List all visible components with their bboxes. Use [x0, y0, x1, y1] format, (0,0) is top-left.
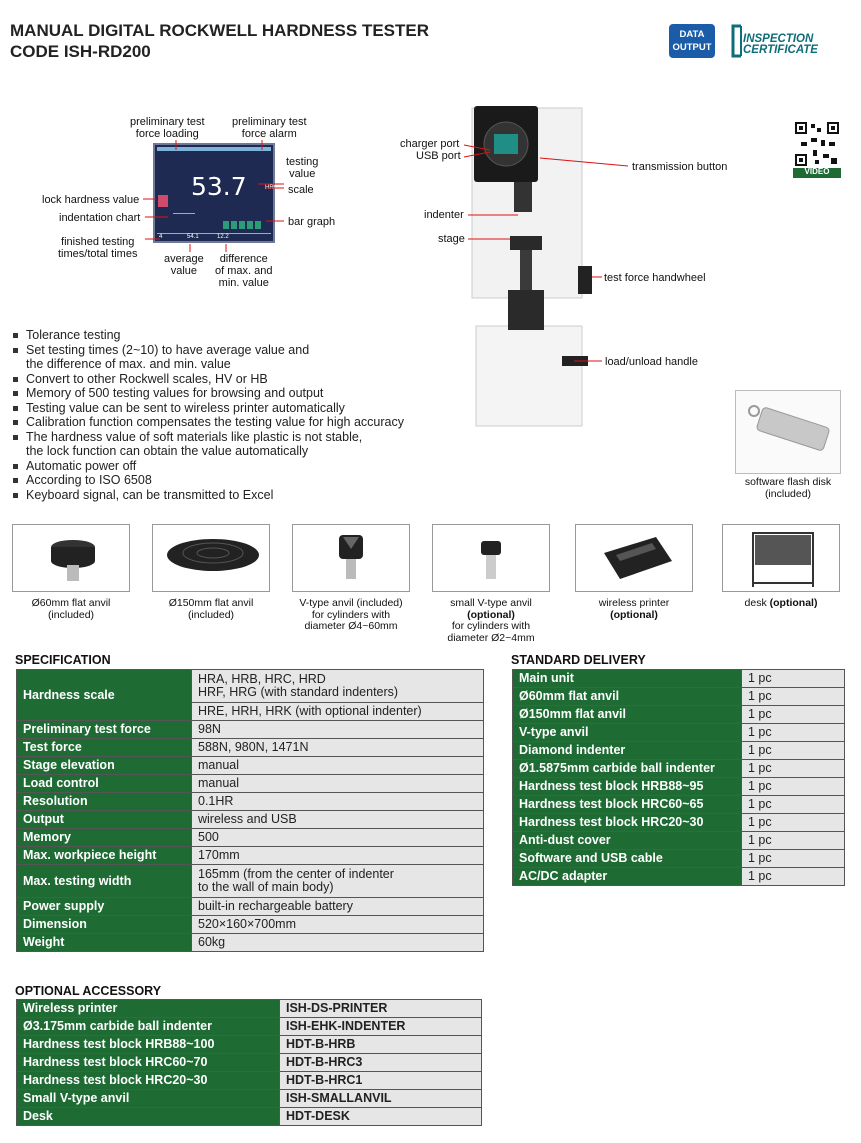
table-value-cell: 1 pc — [742, 850, 845, 868]
label-difference: difference of max. and min. value — [215, 253, 273, 289]
table-row — [513, 688, 845, 706]
badge-data-line-2: OUTPUT — [672, 42, 712, 53]
table-row — [17, 1018, 482, 1036]
flat-anvil-150-icon — [153, 525, 269, 591]
table-row — [17, 1036, 482, 1054]
accessory-caption: Ø60mm flat anvil (included) — [31, 597, 111, 621]
table-row — [17, 775, 484, 793]
table-row — [513, 706, 845, 724]
table-row — [17, 898, 484, 916]
table-key-cell: Preliminary test force — [17, 721, 192, 739]
table-row — [513, 850, 845, 868]
table-value-cell: 1 pc — [742, 796, 845, 814]
table-row — [513, 760, 845, 778]
feature-item: Set testing times (2~10) to have average value and the difference of max. and min. value — [12, 343, 404, 372]
table-value-cell: 1 pc — [742, 688, 845, 706]
table-row — [17, 811, 484, 829]
small-v-anvil-icon — [433, 525, 549, 591]
table-value-cell: 1 pc — [742, 814, 845, 832]
table-value-cell: manual — [192, 757, 484, 775]
table-value-cell: 60kg — [192, 934, 484, 952]
feature-item: Calibration function compensates the testing value for high accuracy — [12, 415, 404, 430]
table-row — [513, 814, 845, 832]
table-row — [17, 1072, 482, 1090]
table-key-cell: Load control — [17, 775, 192, 793]
badge-insp-line-1: INSPECTION — [743, 33, 814, 45]
screen-difference: 12.2 — [217, 234, 229, 240]
table-key-cell: Wireless printer — [17, 1000, 280, 1018]
specification-title: SPECIFICATION — [15, 653, 111, 667]
table-key-cell: Main unit — [513, 670, 742, 688]
table-key-cell: Ø60mm flat anvil — [513, 688, 742, 706]
table-row — [17, 847, 484, 865]
label-scale: scale — [288, 184, 314, 196]
badge-insp-line-2: CERTIFICATE — [743, 44, 818, 56]
label-usb-port: USB port — [416, 150, 461, 162]
accessory-card — [722, 524, 840, 592]
table-key-cell: Hardness test block HRC60~65 — [513, 796, 742, 814]
label-finished-testing: finished testing times/total times — [58, 236, 138, 260]
table-value-cell: 165mm (from the center of indenter to the wall of main body) — [192, 865, 484, 898]
accessory-caption: wireless printer (optional) — [598, 597, 670, 621]
printer-icon — [576, 525, 692, 591]
table-key-cell: Hardness test block HRC60~70 — [17, 1054, 280, 1072]
table-value-cell: ISH-DS-PRINTER — [280, 1000, 482, 1018]
table-value-cell: wireless and USB — [192, 811, 484, 829]
v-anvil-icon — [293, 525, 409, 591]
table-row — [17, 793, 484, 811]
table-key-cell: Ø3.175mm carbide ball indenter — [17, 1018, 280, 1036]
accessory-card — [12, 524, 130, 592]
table-row — [17, 739, 484, 757]
table-key-cell: Max. testing width — [17, 865, 192, 898]
screen-count: 4 — [159, 234, 163, 240]
feature-item: Memory of 500 testing values for browsing and output — [12, 386, 404, 401]
standard-delivery-table — [512, 669, 845, 886]
table-row — [513, 778, 845, 796]
table-value-cell: ISH-EHK-INDENTER — [280, 1018, 482, 1036]
spec-value: HRE, HRH, HRK (with optional indenter) — [192, 703, 484, 721]
accessory-card — [152, 524, 270, 592]
table-row — [17, 1090, 482, 1108]
screen-scale: HRC — [265, 185, 278, 191]
table-value-cell: 98N — [192, 721, 484, 739]
table-value-cell: 1 pc — [742, 706, 845, 724]
table-row — [513, 670, 845, 688]
title-line-2: CODE ISH-RD200 — [10, 42, 151, 61]
feature-item: Keyboard signal, can be transmitted to Excel — [12, 488, 404, 503]
table-row — [17, 757, 484, 775]
label-charger-port: charger port — [400, 138, 460, 150]
table-value-cell: 1 pc — [742, 832, 845, 850]
accessory-caption: small V-type anvil (optional) for cylinders with diameter Ø2~4mm — [447, 597, 535, 644]
table-row — [17, 916, 484, 934]
table-row — [17, 670, 484, 703]
table-row — [513, 742, 845, 760]
table-value-cell: 1 pc — [742, 868, 845, 886]
accessory-caption: desk (optional) — [744, 597, 818, 609]
feature-list — [12, 328, 404, 502]
machine-leader-lines — [0, 0, 861, 380]
optional-accessory-table — [16, 999, 482, 1126]
table-value-cell: 588N, 980N, 1471N — [192, 739, 484, 757]
feature-item: Convert to other Rockwell scales, HV or HB — [12, 372, 404, 387]
table-value-cell: manual — [192, 775, 484, 793]
specification-table — [16, 669, 484, 952]
table-key-cell: Small V-type anvil — [17, 1090, 280, 1108]
table-value-cell: 0.1HR — [192, 793, 484, 811]
table-key-cell: Anti-dust cover — [513, 832, 742, 850]
label-testing-value: testing value — [286, 156, 319, 180]
flash-disk-icon — [736, 391, 840, 473]
table-value-cell: 1 pc — [742, 760, 845, 778]
optional-accessory-title: OPTIONAL ACCESSORY — [15, 984, 162, 998]
title-line-1: MANUAL DIGITAL ROCKWELL HARDNESS TESTER — [10, 21, 430, 40]
table-key-cell: Diamond indenter — [513, 742, 742, 760]
table-key-cell: Power supply — [17, 898, 192, 916]
label-transmission-button: transmission button — [632, 161, 728, 173]
video-label: VIDEO — [804, 167, 830, 176]
table-row — [17, 1000, 482, 1018]
table-row — [17, 865, 484, 898]
table-value-cell: HDT-DESK — [280, 1108, 482, 1126]
table-row — [513, 832, 845, 850]
table-value-cell: ISH-SMALLANVIL — [280, 1090, 482, 1108]
table-key-cell: Weight — [17, 934, 192, 952]
flash-disk-caption: software flash disk (included) — [744, 476, 832, 500]
label-indentation-chart: indentation chart — [59, 212, 141, 224]
screen-testing-value: 53.7 — [191, 172, 247, 201]
table-value-cell: HDT-B-HRC3 — [280, 1054, 482, 1072]
table-value-cell: built-in rechargeable battery — [192, 898, 484, 916]
label-stage: stage — [438, 233, 465, 245]
table-row — [17, 1054, 482, 1072]
label-load-handle: load/unload handle — [605, 356, 698, 368]
table-key-cell: Memory — [17, 829, 192, 847]
spec-value: HRA, HRB, HRC, HRD HRF, HRG (with standard indenters) — [192, 670, 484, 703]
accessory-card — [432, 524, 550, 592]
label-lock: lock hardness value — [42, 194, 140, 206]
table-key-cell: AC/DC adapter — [513, 868, 742, 886]
table-row — [513, 724, 845, 742]
feature-item: Testing value can be sent to wireless printer automatically — [12, 401, 404, 416]
table-key-cell: Dimension — [17, 916, 192, 934]
table-value-cell: 1 pc — [742, 670, 845, 688]
table-row — [17, 721, 484, 739]
table-key-cell: Resolution — [17, 793, 192, 811]
table-key-cell: Desk — [17, 1108, 280, 1126]
table-key-cell: Hardness test block HRB88~95 — [513, 778, 742, 796]
label-prelim-alarm: preliminary test force alarm — [232, 116, 307, 140]
table-key-cell: Hardness test block HRB88~100 — [17, 1036, 280, 1054]
table-key-cell: Output — [17, 811, 192, 829]
spec-key: Hardness scale — [17, 670, 192, 721]
table-value-cell: 1 pc — [742, 778, 845, 796]
table-value-cell: 170mm — [192, 847, 484, 865]
label-indenter: indenter — [424, 209, 464, 221]
table-row — [513, 868, 845, 886]
feature-item: Tolerance testing — [12, 328, 404, 343]
feature-item: The hardness value of soft materials like plastic is not stable, the lock function can obtain the value automatically — [12, 430, 404, 459]
label-bar-graph: bar graph — [288, 216, 336, 228]
table-key-cell: Software and USB cable — [513, 850, 742, 868]
badge-data-line-1: DATA — [679, 29, 705, 40]
table-value-cell: HDT-B-HRB — [280, 1036, 482, 1054]
table-key-cell: Stage elevation — [17, 757, 192, 775]
accessory-card — [292, 524, 410, 592]
table-row — [17, 1108, 482, 1126]
table-value-cell: HDT-B-HRC1 — [280, 1072, 482, 1090]
flash-disk-image — [735, 390, 841, 474]
table-row — [513, 796, 845, 814]
table-value-cell: 1 pc — [742, 724, 845, 742]
table-key-cell: Max. workpiece height — [17, 847, 192, 865]
accessory-caption: Ø150mm flat anvil (included) — [168, 597, 254, 621]
table-key-cell: Hardness test block HRC20~30 — [513, 814, 742, 832]
standard-delivery-title: STANDARD DELIVERY — [511, 653, 646, 667]
label-handwheel: test force handwheel — [604, 272, 706, 284]
accessory-caption: V-type anvil (included) for cylinders with diameter Ø4~60mm — [299, 597, 403, 632]
desk-icon — [723, 525, 839, 591]
table-key-cell: Ø1.5875mm carbide ball indenter — [513, 760, 742, 778]
table-value-cell: 1 pc — [742, 742, 845, 760]
table-key-cell: Ø150mm flat anvil — [513, 706, 742, 724]
table-key-cell: Test force — [17, 739, 192, 757]
table-value-cell: 500 — [192, 829, 484, 847]
feature-item: According to ISO 6508 — [12, 473, 404, 488]
table-value-cell: 520×160×700mm — [192, 916, 484, 934]
table-row — [17, 829, 484, 847]
accessory-card — [575, 524, 693, 592]
screen-average: 54.1 — [187, 234, 199, 240]
feature-item: Automatic power off — [12, 459, 404, 474]
flat-anvil-60-icon — [13, 525, 129, 591]
table-key-cell: V-type anvil — [513, 724, 742, 742]
table-key-cell: Hardness test block HRC20~30 — [17, 1072, 280, 1090]
label-average: average value — [164, 253, 204, 277]
table-row — [17, 934, 484, 952]
label-prelim-loading: preliminary test force loading — [130, 116, 205, 140]
